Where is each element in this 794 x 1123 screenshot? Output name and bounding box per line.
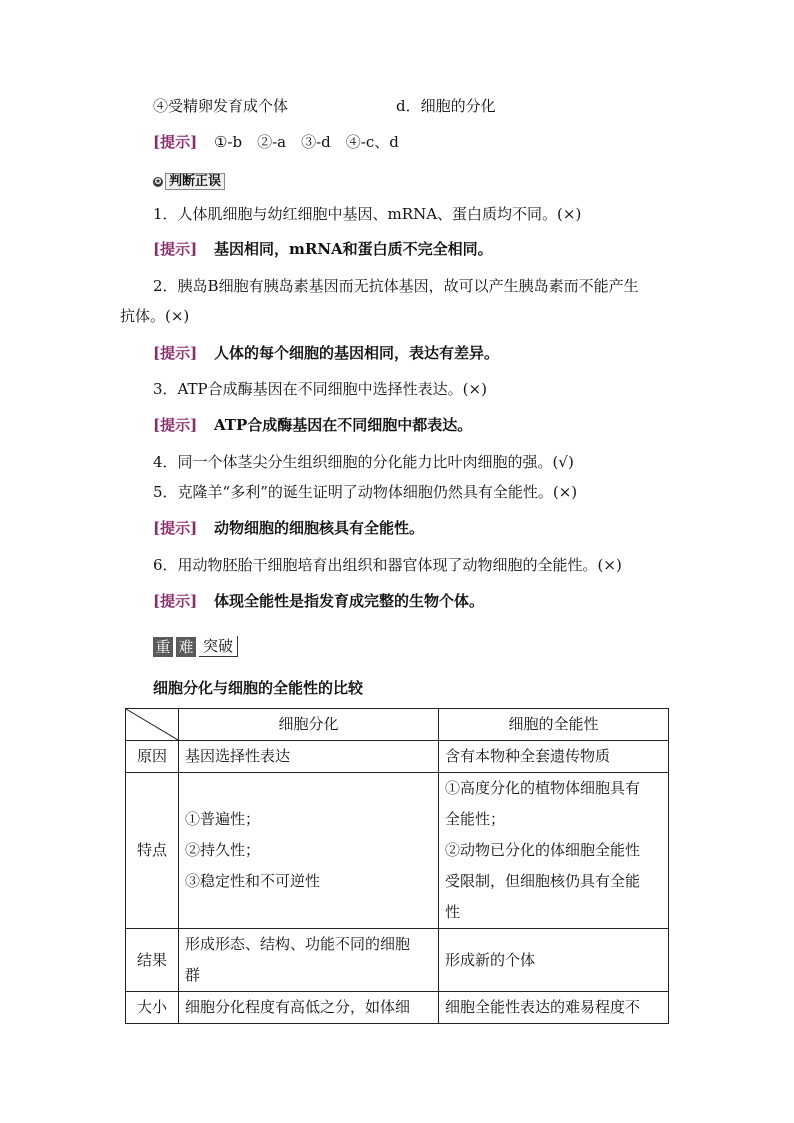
hint-label: [提示] (153, 519, 198, 537)
hint-3 (153, 415, 472, 435)
column-header: 细胞分化 (179, 709, 439, 741)
hint-label: [提示] (153, 416, 198, 434)
hint-text: 基因相同，mRNA和蛋白质不完全相同。 (213, 240, 493, 258)
question-2 (153, 276, 639, 296)
table-cell (439, 929, 669, 992)
cell-line: 性 (445, 903, 461, 921)
answer-text: ①-b ②-a ③-d ④-c、d (213, 133, 399, 151)
question-1 (153, 204, 581, 224)
cell-line: 细胞分化程度有高低之分，如体细 (185, 998, 411, 1016)
cell-line: ②动物已分化的体细胞全能性 (445, 841, 641, 859)
cell-line: 基因选择性表达 (185, 747, 291, 765)
table-cell (179, 773, 439, 929)
cell-line: 受限制，但细胞核仍具有全能 (445, 872, 641, 890)
judge-label: 判断正误 (165, 173, 225, 190)
question-1-text: 1．人体肌细胞与幼红细胞中基因、mRNA、蛋白质均不同。(×) (153, 205, 582, 223)
question-6 (153, 555, 622, 575)
answer-line (153, 132, 399, 152)
section-rest: 突破 (199, 636, 238, 657)
table-header-row (126, 709, 669, 741)
cell-line: 形成形态、结构、功能不同的细胞 (185, 935, 411, 953)
item-4 (153, 96, 288, 116)
table-row (126, 992, 669, 1024)
hint-text: ATP合成酶基因在不同细胞中都表达。 (213, 416, 473, 434)
comparison-table (125, 708, 669, 1024)
row-label: 大小 (126, 992, 179, 1024)
question-2-cont (120, 306, 189, 326)
item-4-left: ④受精卵发育成个体 (153, 97, 289, 115)
cell-line: ①高度分化的植物体细胞具有 (445, 779, 641, 797)
cell-line: ③稳定性和不可逆性 (185, 872, 321, 890)
row-label: 结果 (126, 929, 179, 992)
table-cell (439, 992, 669, 1024)
section-box-2: 难 (176, 637, 196, 657)
section-heading (153, 636, 238, 657)
question-5 (153, 482, 577, 502)
cell-line: 细胞全能性表达的难易程度不 (445, 998, 641, 1016)
cell-line: ①普遍性； (185, 810, 261, 828)
hint-label: [提示] (153, 592, 198, 610)
cell-line: 全能性； (445, 810, 506, 828)
hint-text: 体现全能性是指发育成完整的生物个体。 (213, 592, 484, 610)
item-d-text: d．细胞的分化 (396, 97, 496, 115)
row-label: 特点 (126, 773, 179, 929)
table-cell (179, 929, 439, 992)
table-cell (179, 992, 439, 1024)
table-title: 细胞分化与细胞的全能性的比较 (153, 679, 364, 697)
question-2-text: 2．胰岛B细胞有胰岛素基因而无抗体基因，故可以产生胰岛素而不能产生 (153, 277, 639, 295)
hint-1 (153, 239, 493, 259)
item-d (396, 96, 496, 116)
table-cell (439, 741, 669, 773)
cell-line: 群 (185, 966, 201, 984)
question-2-text-cont: 抗体。(×) (120, 307, 190, 325)
table-cell (179, 741, 439, 773)
judge-marker (153, 173, 225, 190)
hint-2 (153, 343, 499, 363)
cell-line: ②持久性； (185, 841, 261, 859)
diagonal-corner-cell (126, 709, 179, 741)
question-6-text: 6．用动物胚胎干细胞培育出组织和器官体现了动物细胞的全能性。(×) (153, 556, 622, 574)
hint-label: [提示] (153, 133, 198, 151)
table-row (126, 741, 669, 773)
row-label: 原因 (126, 741, 179, 773)
judge-icon: ✪ (154, 176, 162, 186)
table-cell (439, 773, 669, 929)
cell-line: 含有本物种全套遗传物质 (445, 747, 611, 765)
hint-text: 人体的每个细胞的基因相同，表达有差异。 (213, 344, 499, 362)
question-3 (153, 379, 487, 399)
question-4 (153, 452, 574, 472)
hint-text: 动物细胞的细胞核具有全能性。 (213, 519, 424, 537)
section-box-1: 重 (153, 637, 173, 657)
question-3-text: 3．ATP合成酶基因在不同细胞中选择性表达。(×) (153, 380, 487, 398)
hint-label: [提示] (153, 344, 198, 362)
table-row (126, 929, 669, 992)
table-row (126, 773, 669, 929)
cell-line: 形成新的个体 (445, 950, 536, 969)
question-5-text: 5．克隆羊“多利”的诞生证明了动物体细胞仍然具有全能性。(×) (153, 483, 578, 501)
column-header: 细胞的全能性 (439, 709, 669, 741)
question-4-text: 4．同一个体茎尖分生组织细胞的分化能力比叶肉细胞的强。(√) (153, 453, 574, 471)
hint-label: [提示] (153, 240, 198, 258)
hint-5 (153, 518, 424, 538)
hint-6 (153, 591, 484, 611)
